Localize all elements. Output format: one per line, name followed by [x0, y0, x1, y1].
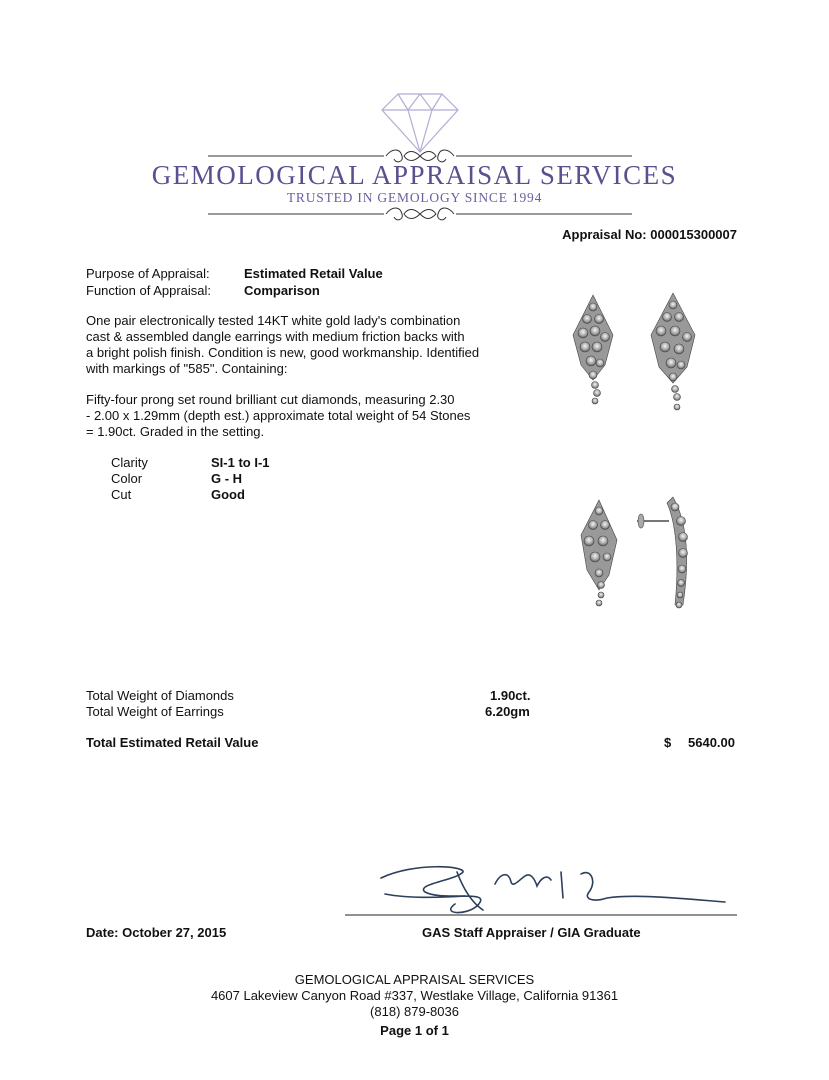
earrings-photo — [555, 285, 735, 620]
total-diamonds-label: Total Weight of Diamonds — [86, 688, 234, 703]
total-earrings-value: 6.20gm — [485, 704, 530, 719]
description-line: cast & assembled dangle earrings with medium friction backs with — [86, 329, 465, 344]
purpose-label: Purpose of Appraisal: — [86, 266, 210, 281]
footer-company: GEMOLOGICAL APPRAISAL SERVICES — [294, 972, 535, 987]
grade-value-color: G - H — [211, 471, 243, 486]
footer-phone: (818) 879-8036 — [370, 1004, 459, 1019]
description-line: a bright polish finish. Condition is new, good workmanship. Identified — [86, 345, 480, 360]
total-diamonds-value: 1.90ct. — [490, 688, 531, 703]
total-retail-label: Total Estimated Retail Value — [86, 735, 259, 750]
grade-label-cut: Cut — [111, 487, 132, 502]
function-value: Comparison — [244, 283, 320, 298]
stone-line: Fifty-four prong set round brilliant cut diamonds, measuring 2.30 — [86, 392, 455, 407]
appraiser-title: GAS Staff Appraiser / GIA Graduate — [422, 925, 641, 940]
appraisal-date: Date: October 27, 2015 — [86, 925, 227, 940]
grade-value-clarity: SI-1 to I-1 — [211, 455, 270, 470]
grade-label-color: Color — [111, 471, 143, 486]
company-tagline: TRUSTED IN GEMOLOGY SINCE 1994 — [286, 190, 543, 205]
appraiser-signature — [345, 858, 740, 924]
total-retail-value: 5640.00 — [688, 735, 735, 750]
currency-symbol: $ — [664, 735, 672, 750]
stone-line: - 2.00 x 1.29mm (depth est.) approximate total weight of 54 Stones — [86, 408, 471, 423]
earring-side-left — [581, 500, 617, 606]
footer-address: 4607 Lakeview Canyon Road #337, Westlake Village, California 91361 — [210, 988, 619, 1003]
description-line: with markings of "585". Containing: — [86, 361, 288, 376]
company-logo — [200, 88, 640, 228]
description-line: One pair electronically tested 14KT white gold lady's combination — [86, 313, 461, 328]
stone-description — [86, 392, 526, 440]
grade-value-cut: Good — [211, 487, 245, 502]
company-name: GEMOLOGICAL APPRAISAL SERVICES — [151, 160, 678, 190]
page-number: Page 1 of 1 — [380, 1023, 449, 1038]
earring-front-right — [651, 293, 695, 410]
total-earrings-label: Total Weight of Earrings — [86, 704, 224, 719]
stone-line: = 1.90ct. Graded in the setting. — [86, 424, 265, 439]
function-label: Function of Appraisal: — [86, 283, 212, 298]
earring-side-right — [637, 497, 688, 608]
grade-label-clarity: Clarity — [111, 455, 148, 470]
appraisal-number: Appraisal No: 000015300007 — [562, 227, 737, 242]
earring-front-left — [573, 295, 613, 404]
bottom-ornament — [208, 208, 632, 220]
item-description — [86, 313, 526, 377]
diamond-icon — [382, 94, 458, 152]
purpose-value: Estimated Retail Value — [244, 266, 383, 281]
